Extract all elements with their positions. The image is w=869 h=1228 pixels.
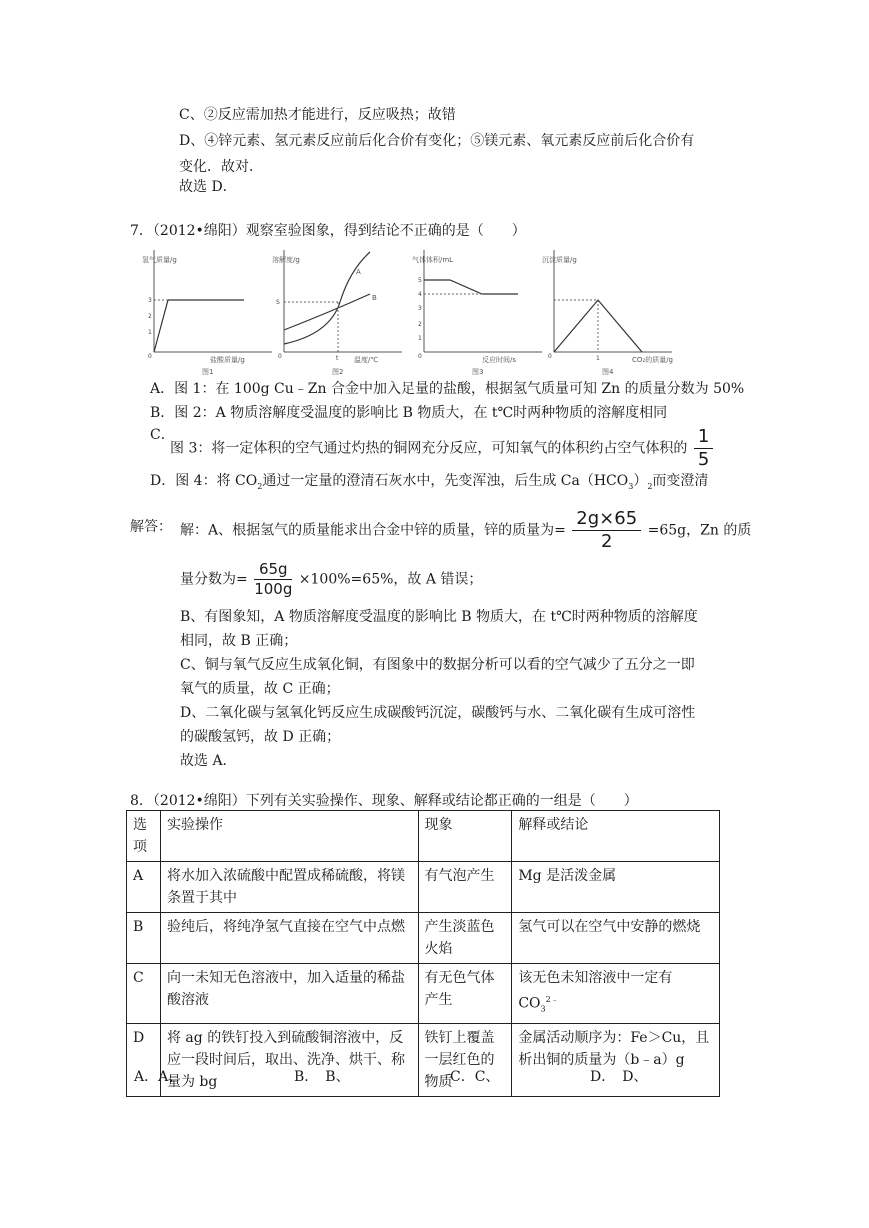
q7-graph-1 xyxy=(140,244,280,376)
q7-answer-conclusion: 故选 A． xyxy=(180,753,237,769)
prev-solution-d-line2: 变化．故对． xyxy=(179,159,263,175)
q7-answer-frac2-num: 65g xyxy=(254,562,292,580)
q8-stem: 8．（2012•绵阳）下列有关实验操作、现象、解释或结论都正确的一组是（ ） xyxy=(130,793,638,809)
q7-graph-2 xyxy=(270,244,410,376)
q8-choice-d: D． D、 xyxy=(590,1069,648,1085)
q7-answer-a-post: =65g，Zn 的质 xyxy=(647,522,752,539)
q8-row-a-conclusion: Mg 是活泼金属 xyxy=(512,862,720,913)
q7-option-a: A．图 1：在 100g Cu﹣Zn 合金中加入足量的盐酸，根据氢气质量可知 Zn 的质量分数为 50% xyxy=(150,381,745,397)
graph1-xlabel: 盐酸质量/g xyxy=(210,356,245,364)
graph3-ytick-4: 4 xyxy=(418,291,422,298)
q8-header-conclusion: 解释或结论 xyxy=(512,811,720,862)
q7-answer-c-line2: 氧气的质量，故 C 正确； xyxy=(180,681,340,697)
graph2-ylabel: 溶解度/g xyxy=(272,256,300,264)
graph2-caption: 图2 xyxy=(332,368,344,376)
q7-answer-frac1-den: 2 xyxy=(601,531,613,552)
q7-answer-b-line2: 相同，故 B 正确； xyxy=(180,633,298,649)
q7-option-c-label: C． xyxy=(150,427,175,443)
graph3-ylabel: 气体体积/mL xyxy=(412,256,454,264)
q8-row-c-conclusion xyxy=(512,964,720,1024)
q8-row-c-option: C xyxy=(127,964,161,1024)
q7-option-c-frac-num: 1 xyxy=(694,428,713,449)
q8-row-c-formula-sub: 3 xyxy=(540,1004,546,1014)
q7-option-b: B．图 2：A 物质溶解度受温度的影响比 B 物质大，在 t℃时两种物质的溶解度相同 xyxy=(150,405,668,421)
q8-header-operation: 实验操作 xyxy=(160,811,418,862)
q7-option-c-text: 图 3：将一定体积的空气通过灼热的铜网充分反应，可知氧气的体积约占空气体积的 xyxy=(170,440,688,457)
q8-choice-c: C．C、 xyxy=(450,1069,500,1085)
q7-answer-a-fraction1 xyxy=(572,510,641,551)
q7-option-d-sub3: ） xyxy=(633,473,648,489)
table-row xyxy=(127,964,720,1024)
q7-answer-frac2-den: 100g xyxy=(254,580,293,598)
graph3-curve xyxy=(424,280,518,294)
prev-solution-d-line1: D、④锌元素、氢元素反应前后化合价有变化；⑤镁元素、氧元素反应前后化合价有 xyxy=(179,133,695,149)
graph1-ytick-1: 1 xyxy=(148,329,152,336)
q7-answer-a-line1 xyxy=(180,510,751,551)
q8-row-c-formula: CO xyxy=(518,995,541,1012)
graph4-caption: 图4 xyxy=(602,368,614,376)
graph3-ytick-5: 5 xyxy=(418,277,422,284)
q8-row-c-conclusion-text: 该无色未知溶液中一定有 xyxy=(518,970,673,986)
q8-row-d-operation: 将 ag 的铁钉投入到硫酸铜溶液中，反应一段时间后，取出、洗净、烘干、称量为 bg xyxy=(160,1024,418,1097)
q8-row-b-conclusion: 氢气可以在空气中安静的燃烧 xyxy=(512,913,720,964)
q7-answer-a-pre: 解：A、根据氢气的质量能求出合金中锌的质量，锌的质量为= xyxy=(180,522,566,539)
q7-option-c-fraction xyxy=(694,428,713,469)
q7-option-d-sub4: 2 xyxy=(647,481,653,491)
q7-stem: 7．（2012•绵阳）观察室验图象，得到结论不正确的是（ ） xyxy=(130,223,526,239)
q7-option-c-frac-den: 5 xyxy=(697,449,710,470)
q8-row-c-formula-sup: 2﹣ xyxy=(545,995,559,1004)
graph3-ytick-1: 1 xyxy=(418,335,422,342)
q8-row-b-phenomenon: 产生淡蓝色火焰 xyxy=(418,913,512,964)
graph2-curve-a xyxy=(284,252,370,344)
q8-header-phenomenon: 现象 xyxy=(418,811,512,862)
graph3-xlabel: 反应时间/s xyxy=(482,356,517,364)
q8-row-a-operation: 将水加入浓硫酸中配置成稀硫酸，将镁条置于其中 xyxy=(160,862,418,913)
q8-row-d-phenomenon: 铁钉上覆盖一层红色的物质 xyxy=(418,1024,512,1097)
q7-option-d xyxy=(150,468,708,500)
graph4-ylabel: 沉淀质量/g xyxy=(542,256,577,264)
graph3-ytick-3: 3 xyxy=(418,305,422,312)
prev-solution-conclusion: 故选 D． xyxy=(179,179,237,195)
q8-row-a-option: A xyxy=(127,862,161,913)
q8-row-d-option: D xyxy=(127,1024,161,1097)
graph4-origin: 0 xyxy=(548,353,552,360)
graph2-xtick: t xyxy=(336,355,339,362)
q7-option-d-post: 而变澄清 xyxy=(652,473,709,489)
graph2-ytick: S xyxy=(276,299,280,306)
graph1-origin: 0 xyxy=(148,353,152,360)
graph1-ytick-2: 2 xyxy=(148,313,152,320)
q7-answer-a2-pre: 量分数为= xyxy=(180,571,248,588)
table-row xyxy=(127,862,720,913)
q7-option-d-mid: 通过一定量的澄清石灰水中，先变浑浊，后生成 Ca（HCO xyxy=(262,473,629,489)
graph4-xtick: 1 xyxy=(596,355,600,362)
q7-option-d-sub: 2 xyxy=(257,481,263,491)
graph4-xlabel: CO₂的质量/g xyxy=(632,356,674,364)
q7-answer-label: 解答： xyxy=(130,519,172,535)
q7-answer-a-fraction2 xyxy=(254,562,292,597)
prev-solution-c: C、②反应需加热才能进行，反应吸热；故错 xyxy=(179,107,456,123)
q7-answer-a2-post: ×100%=65%，故 A 错误； xyxy=(298,571,483,588)
q7-option-d-sub2: 3 xyxy=(628,481,634,491)
graph2-origin: 0 xyxy=(278,353,282,360)
graph3-ytick-2: 2 xyxy=(418,321,422,328)
q8-row-d-conclusion: 金属活动顺序为：Fe＞Cu，且析出铜的质量为（b﹣a）g xyxy=(512,1024,720,1097)
graph2-series-b: B xyxy=(372,294,377,302)
q8-table-header xyxy=(127,811,720,862)
graph2-series-a: A xyxy=(356,268,361,276)
table-row xyxy=(127,913,720,964)
q8-choice-b: B． B、 xyxy=(294,1069,350,1085)
graph2-xlabel: 温度/℃ xyxy=(354,356,379,364)
q7-graph-3 xyxy=(410,244,550,376)
q8-choice-a: A．A、 xyxy=(134,1069,183,1085)
q8-row-c-phenomenon: 有无色气体产生 xyxy=(418,964,512,1024)
graph1-curve xyxy=(154,300,244,352)
graph2-curve-b xyxy=(284,294,370,330)
q7-answer-d-line1: D、二氧化碳与氢氧化钙反应生成碳酸钙沉淀，碳酸钙与水、二氧化碳有生成可溶性 xyxy=(180,705,696,721)
q8-row-b-operation: 验纯后，将纯净氢气直接在空气中点燃 xyxy=(160,913,418,964)
q8-table xyxy=(126,810,720,1097)
q7-answer-a-line2 xyxy=(180,562,482,597)
graph1-ylabel: 氢气质量/g xyxy=(142,256,177,264)
q7-answer-frac1-num: 2g×65 xyxy=(572,510,641,531)
q7-option-c xyxy=(170,428,715,469)
q8-header-option: 选项 xyxy=(127,811,161,862)
q7-option-d-pre: D．图 4：将 CO xyxy=(150,473,258,489)
graph3-caption: 图3 xyxy=(472,368,484,376)
q8-row-c-operation: 向一未知无色溶液中，加入适量的稀盐酸溶液 xyxy=(160,964,418,1024)
graph1-caption: 图1 xyxy=(202,368,214,376)
q8-row-a-phenomenon: 有气泡产生 xyxy=(418,862,512,913)
q7-graph-4 xyxy=(540,244,680,376)
graph3-origin: 0 xyxy=(418,353,422,360)
q7-answer-c-line1: C、铜与氧气反应生成氧化铜，有图象中的数据分析可以看的空气减少了五分之一即 xyxy=(180,657,695,673)
q8-row-b-option: B xyxy=(127,913,161,964)
q7-answer-d-line2: 的碳酸氢钙，故 D 正确； xyxy=(180,729,341,745)
graph1-ytick-3: 3 xyxy=(148,297,152,304)
q7-answer-b-line1: B、有图象知，A 物质溶解度受温度的影响比 B 物质大，在 t℃时两种物质的溶解度 xyxy=(180,609,698,625)
